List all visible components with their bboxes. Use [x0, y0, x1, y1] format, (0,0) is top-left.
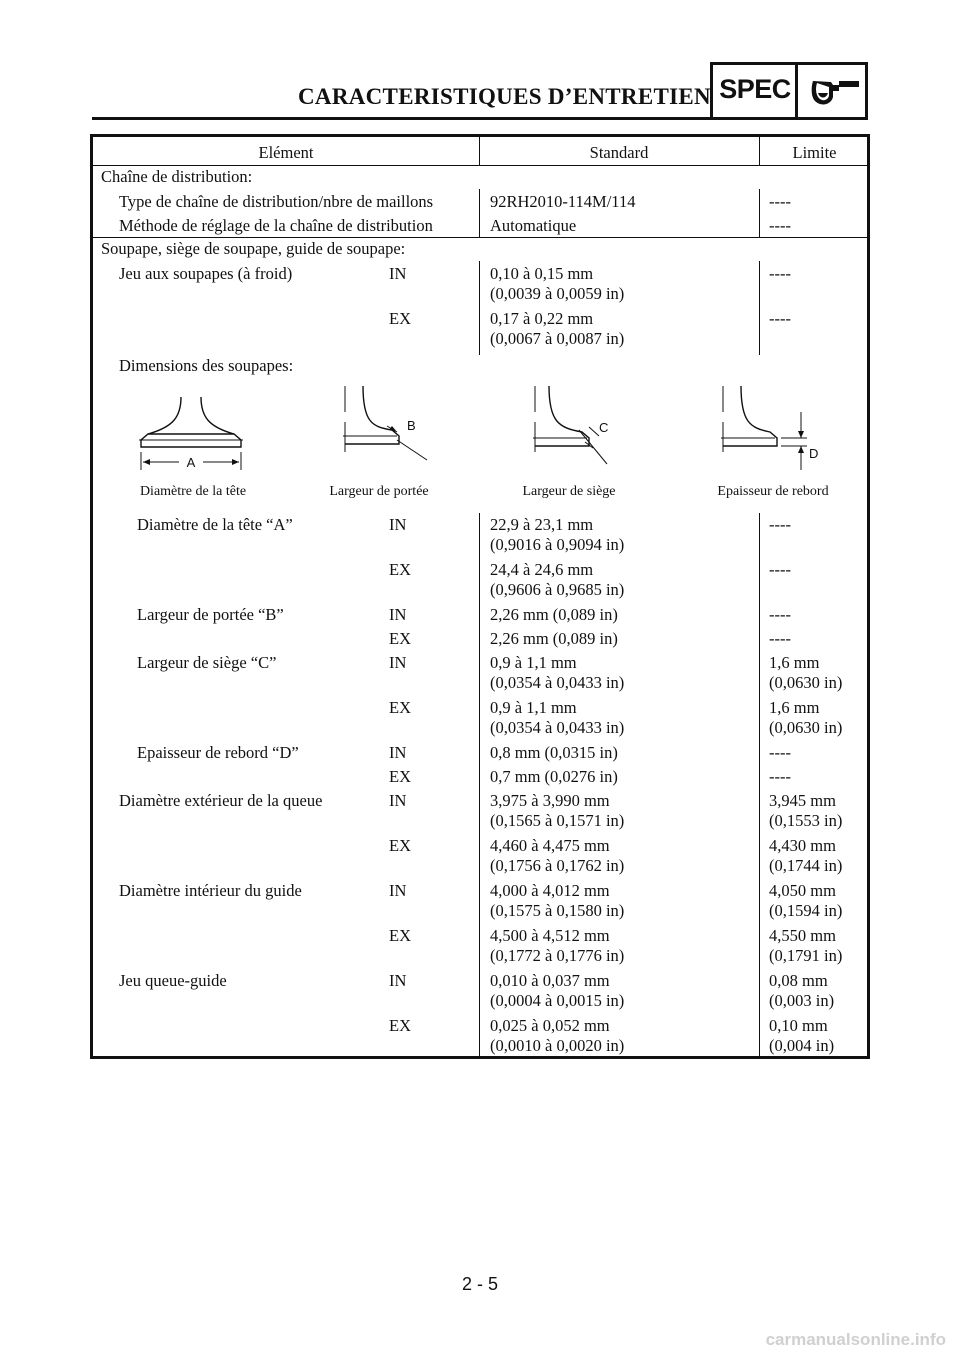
spec-standard: 4,460 à 4,475 mm: [490, 836, 610, 855]
row-label: Type de chaîne de distribution/nbre de maillons: [119, 192, 434, 211]
margin-thickness-diagram: [715, 382, 825, 472]
spec-limit: 3,945 mm: [769, 791, 836, 810]
letter-d: D: [809, 446, 819, 461]
spec-standard-imperial: (0,9016 à 0,9094 in): [490, 535, 625, 554]
spec-standard-imperial: (0,1756 à 0,1762 in): [490, 856, 625, 875]
spec-limit: 1,6 mm: [769, 698, 820, 717]
spec-label: Epaisseur de rebord “D”: [137, 743, 299, 762]
spec-limit-imperial: (0,003 in): [769, 991, 835, 1010]
row-label: Jeu aux soupapes (à froid): [119, 264, 293, 283]
spec-limit-imperial: (0,004 in): [769, 1036, 835, 1055]
col-divider: [479, 513, 480, 1059]
spec-standard-imperial: (0,1772 à 0,1776 in): [490, 946, 625, 965]
spec-standard-imperial: (0,9606 à 0,9685 in): [490, 580, 625, 599]
spec-tag: IN: [389, 881, 407, 900]
row-label: Méthode de réglage de la chaîne de distribution: [119, 216, 433, 235]
row-standard: 0,10 à 0,15 mm: [490, 264, 594, 283]
spec-limit: ----: [769, 743, 791, 762]
spec-limit: ----: [769, 605, 791, 624]
spec-limit: 0,10 mm: [769, 1016, 828, 1035]
spec-standard-imperial: (0,0010 à 0,0020 in): [490, 1036, 625, 1055]
column-header-limit: Limite: [792, 143, 837, 162]
spec-limit: 4,550 mm: [769, 926, 836, 945]
spec-standard: 4,000 à 4,012 mm: [490, 881, 610, 900]
caption-head-diameter: Diamètre de la tête: [139, 484, 247, 499]
col-divider: [759, 513, 760, 1059]
caption-margin-thickness: Epaisseur de rebord: [717, 484, 829, 499]
letter-b: B: [407, 418, 416, 433]
spec-standard: 24,4 à 24,6 mm: [490, 560, 594, 579]
row-standard: 92RH2010-114M/114: [490, 192, 636, 211]
spec-label: SPEC: [719, 74, 791, 104]
column-header-standard: Standard: [589, 143, 649, 162]
spec-limit-imperial: (0,1791 in): [769, 946, 843, 965]
caption-contact-width: Largeur de portée: [329, 484, 429, 499]
spec-standard-imperial: (0,0354 à 0,0433 in): [490, 673, 625, 692]
spec-box-divider: [795, 65, 798, 117]
page-title: CARACTERISTIQUES D’ENTRETIEN: [298, 84, 711, 109]
spec-standard: 3,975 à 3,990 mm: [490, 791, 610, 810]
spec-limit-imperial: (0,1553 in): [769, 811, 843, 830]
spec-standard: 2,26 mm (0,089 in): [490, 629, 618, 648]
row-limit: ----: [769, 309, 791, 328]
row-tag: EX: [389, 309, 411, 328]
spec-tag: EX: [389, 767, 411, 786]
spec-tag: EX: [389, 926, 411, 945]
spec-limit: ----: [769, 560, 791, 579]
spec-limit: ----: [769, 767, 791, 786]
spec-standard: 0,9 à 1,1 mm: [490, 653, 577, 672]
spec-standard-imperial: (0,1565 à 0,1571 in): [490, 811, 625, 830]
spec-label: Largeur de portée “B”: [137, 605, 284, 624]
section-title-valve: Soupape, siège de soupape, guide de soupape:: [101, 239, 406, 258]
spec-standard: 2,26 mm (0,089 in): [490, 605, 618, 624]
spec-tag: EX: [389, 629, 411, 648]
spec-tag: IN: [389, 743, 407, 762]
row-standard: Automatique: [490, 216, 577, 235]
spec-standard-imperial: (0,0004 à 0,0015 in): [490, 991, 625, 1010]
spec-standard: 0,8 mm (0,0315 in): [490, 743, 618, 762]
spec-table: [90, 134, 870, 1059]
spec-limit-imperial: (0,0630 in): [769, 673, 843, 692]
spec-tag: IN: [389, 971, 407, 990]
spec-limit: ----: [769, 515, 791, 534]
spec-limit: 4,050 mm: [769, 881, 836, 900]
spec-limit: 1,6 mm: [769, 653, 820, 672]
row-limit: ----: [769, 216, 791, 235]
spec-tag: IN: [389, 791, 407, 810]
seat-contact-width-diagram: [337, 382, 437, 462]
seat-width-diagram: [527, 382, 627, 467]
spec-limit: 4,430 mm: [769, 836, 836, 855]
spec-standard: 0,010 à 0,037 mm: [490, 971, 610, 990]
row-tag: IN: [389, 264, 407, 283]
section-title-chain: Chaîne de distribution:: [101, 167, 253, 186]
col-divider: [479, 189, 480, 237]
spec-tag: IN: [389, 653, 407, 672]
col-divider: [759, 261, 760, 355]
spec-limit: ----: [769, 629, 791, 648]
spec-tag: IN: [389, 515, 407, 534]
dimensions-title: Dimensions des soupapes:: [119, 356, 294, 375]
col-divider: [479, 261, 480, 355]
spec-limit-imperial: (0,1744 in): [769, 856, 843, 875]
row-limit: ----: [769, 264, 791, 283]
spec-label: Diamètre de la tête “A”: [137, 515, 293, 534]
header-rule-line: [93, 165, 867, 166]
row-standard-imperial: (0,0039 à 0,0059 in): [490, 284, 625, 303]
spec-standard: 22,9 à 23,1 mm: [490, 515, 594, 534]
spec-limit-imperial: (0,1594 in): [769, 901, 843, 920]
spec-label: Diamètre intérieur du guide: [119, 881, 302, 900]
spec-standard: 0,025 à 0,052 mm: [490, 1016, 610, 1035]
spec-standard: 4,500 à 4,512 mm: [490, 926, 610, 945]
spec-standard-imperial: (0,1575 à 0,1580 in): [490, 901, 625, 920]
caption-seat-width: Largeur de siège: [522, 484, 616, 499]
row-standard: 0,17 à 0,22 mm: [490, 309, 594, 328]
spec-limit: 0,08 mm: [769, 971, 828, 990]
letter-c: C: [599, 420, 609, 435]
watermark: carmanualsonline.info: [765, 1330, 946, 1349]
spec-tag: EX: [389, 560, 411, 579]
spec-standard: 0,7 mm (0,0276 in): [490, 767, 618, 786]
header-rule: [92, 117, 710, 120]
spec-standard: 0,9 à 1,1 mm: [490, 698, 577, 717]
row-standard-imperial: (0,0067 à 0,0087 in): [490, 329, 625, 348]
spec-label: Jeu queue-guide: [119, 971, 227, 990]
spec-limit-imperial: (0,0630 in): [769, 718, 843, 737]
spec-box: [710, 62, 868, 120]
letter-a: A: [186, 455, 196, 470]
spec-tag: EX: [389, 1016, 411, 1035]
spec-standard-imperial: (0,0354 à 0,0433 in): [490, 718, 625, 737]
spec-tag: IN: [389, 605, 407, 624]
spec-tag: EX: [389, 698, 411, 717]
wrench-icon: [809, 77, 865, 107]
page-number: 2 - 5: [461, 1274, 499, 1294]
spec-tag: EX: [389, 836, 411, 855]
column-header-element: Elément: [258, 143, 314, 162]
col-divider: [759, 189, 760, 237]
spec-label: Diamètre extérieur de la queue: [119, 791, 323, 810]
valve-head-diameter-diagram: [133, 392, 253, 472]
row-limit: ----: [769, 192, 791, 211]
spec-label: Largeur de siège “C”: [137, 653, 277, 672]
section-rule-line: [93, 237, 867, 238]
